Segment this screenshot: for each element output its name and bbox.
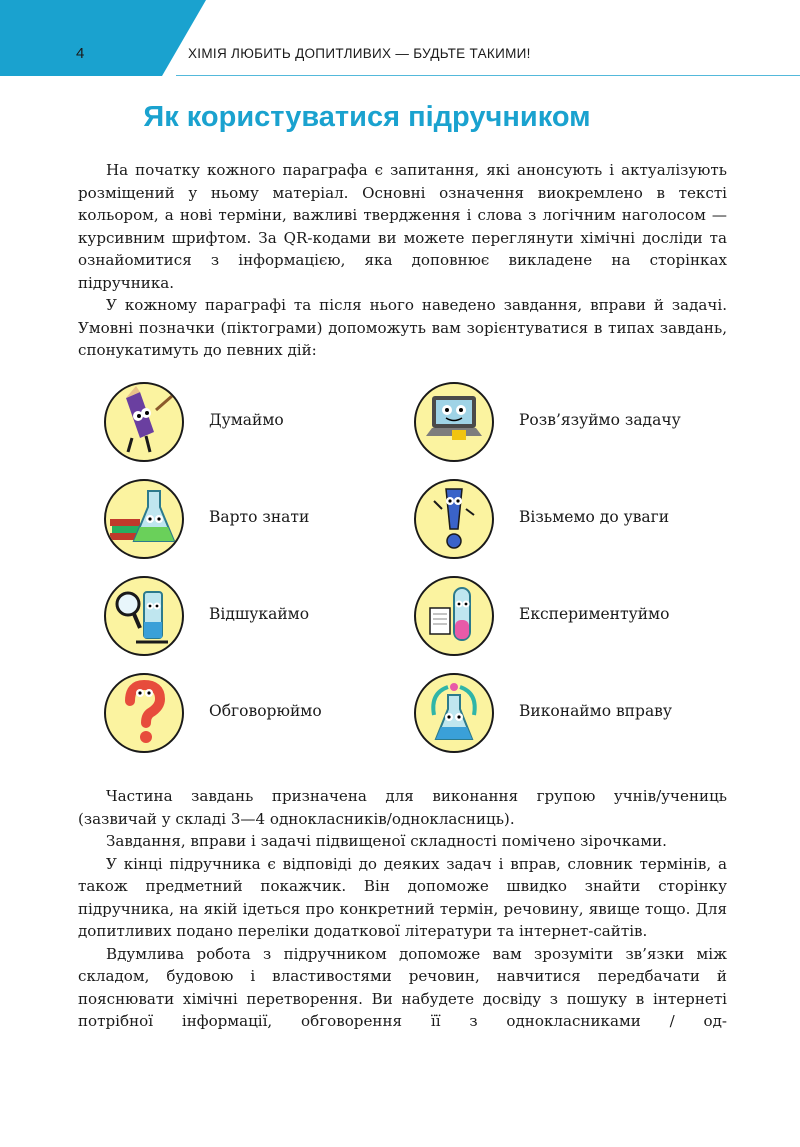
- legend-label: Варто знати: [209, 508, 310, 526]
- legend-label: Візьмемо до уваги: [519, 508, 670, 526]
- legend-item-solve-problem: [414, 382, 734, 462]
- intro-paragraph: У кожному параграфі та після нього наведено завдання, вправи й задачі. Умовні позначки (піктограми) допоможуть вам зорієнтуватися в типах завдань, спонукатимуть до певних дій:: [78, 296, 727, 359]
- intro-text: [78, 159, 727, 362]
- closing-paragraph: Вдумлива робота з підручником допоможе вам зрозуміти зв’язки між складом, будовою і властивостями речовин, навчитися передбачати й пояснювати хімічні перетворення. Ви набудете досвіду з пошуку в інтернеті потрібної інформації, обговорення її з однокласниками / од-: [78, 944, 727, 1030]
- legend-label: Розв’язуймо задачу: [519, 411, 681, 429]
- legend-item-thinking: [104, 382, 424, 462]
- legend-item-discuss: [104, 673, 424, 753]
- flask-exercise-icon: [414, 673, 494, 753]
- flask-books-icon: [104, 479, 184, 559]
- page-number: 4: [76, 45, 85, 62]
- thinking-pencil-icon: [104, 382, 184, 462]
- legend-label: Думаймо: [209, 411, 284, 429]
- legend-label: Експериментуймо: [519, 605, 670, 623]
- legend-item-take-note: [414, 479, 734, 559]
- intro-paragraph: На початку кожного параграфа є запитання, які анонсують і актуалізують розміщений у ньому матеріал. Основні означення виокремлено в тексті кольором, а нові терміни, важливі твердження і слова з логічним наголосом — курсивним шрифтом. За QR-кодами ви можете переглянути хімічні досліди та ознайомитися з інформацією, яка доповнює викладене на сторінках підручника.: [78, 161, 727, 292]
- legend-label: Відшукаймо: [209, 605, 310, 623]
- legend-item-search: [104, 576, 424, 656]
- closing-paragraph: У кінці підручника є відповіді до деяких задач і вправ, словник термінів, а також предметний покажчик. Він допоможе швидко знайти сторінку підручника, на якій ідеться про конкретний термін, речовину, явище тощо. Для допитливих подано переліки додаткової літератури та інтернет-сайтів.: [78, 854, 727, 940]
- closing-paragraph: Частина завдань призначена для виконання групою учнів/учениць (зазвичай у складі 3—4 однокласників/однокласниць).: [78, 787, 727, 828]
- legend-item-experiment: [414, 576, 734, 656]
- closing-text: [78, 785, 727, 1033]
- test-tube-paper-icon: [414, 576, 494, 656]
- legend-item-good-to-know: [104, 479, 424, 559]
- closing-paragraph: Завдання, вправи і задачі підвищеної складності помічено зірочками.: [106, 832, 667, 850]
- running-title: ХІМІЯ ЛЮБИТЬ ДОПИТЛИВИХ — БУДЬТЕ ТАКИМИ!: [188, 46, 531, 61]
- header-band: [0, 0, 800, 76]
- question-mark-character-icon: [104, 673, 184, 753]
- legend-label: Виконаймо вправу: [519, 702, 673, 720]
- page-title: Як користуватися підручником: [143, 101, 591, 133]
- header-band-shape: [0, 0, 800, 76]
- laptop-character-icon: [414, 382, 494, 462]
- legend-label: Обговорюймо: [209, 702, 322, 720]
- magnifier-cylinder-icon: [104, 576, 184, 656]
- exclamation-character-icon: [414, 479, 494, 559]
- legend-item-do-exercise: [414, 673, 734, 753]
